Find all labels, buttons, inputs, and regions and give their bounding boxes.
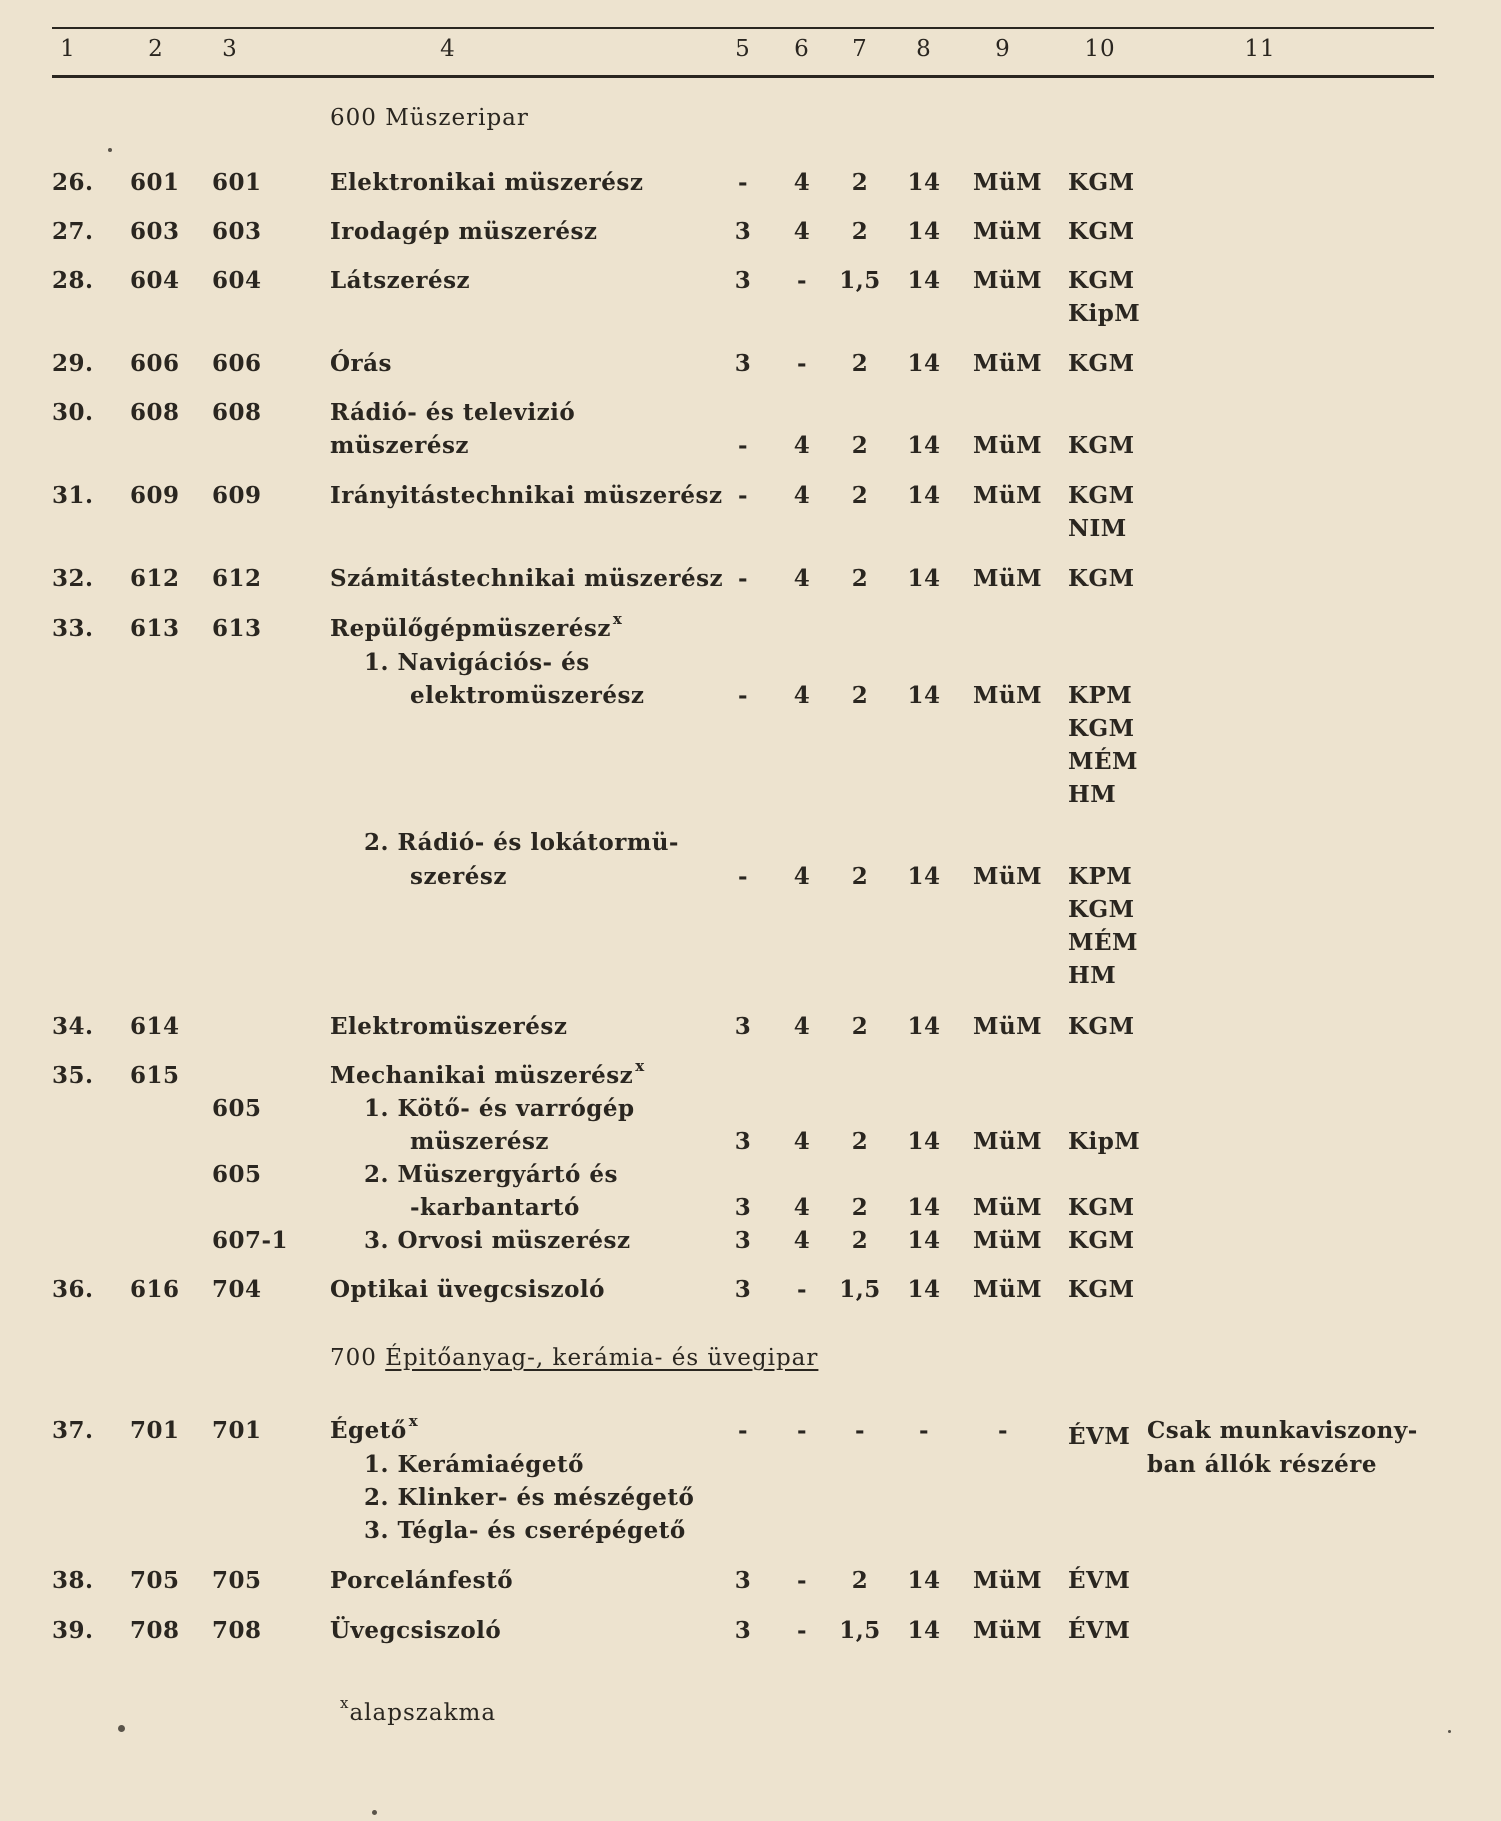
row-39-col8: 14 bbox=[907, 1617, 941, 1644]
row-39-col7: 1,5 bbox=[839, 1617, 881, 1644]
row-35-sub2-col8: 14 bbox=[907, 1194, 941, 1221]
row-36-number: 36. bbox=[52, 1276, 94, 1303]
row-37-sub2: 2. Klinker- és mészégető bbox=[364, 1484, 695, 1511]
row-34-col5: 3 bbox=[734, 1013, 752, 1040]
row-33-sub2-col7: 2 bbox=[851, 863, 869, 890]
row-30-col3: 608 bbox=[212, 399, 262, 426]
row-31-number: 31. bbox=[52, 482, 94, 509]
row-37-col10: ÉVM bbox=[1068, 1423, 1131, 1450]
row-28-col2: 604 bbox=[130, 267, 180, 294]
row-33-sub2-col10-0: KPM bbox=[1068, 863, 1133, 890]
row-27-col9: MüM bbox=[973, 218, 1043, 245]
row-26-col7: 2 bbox=[851, 169, 869, 196]
row-35-sub3-name: 3. Orvosi müszerész bbox=[364, 1227, 631, 1254]
scan-speck bbox=[372, 1810, 377, 1815]
row-35-name: Mechanikai müszerész $^x$ bbox=[330, 1057, 645, 1089]
row-31-col8: 14 bbox=[907, 482, 941, 509]
row-30-col9: MüM bbox=[973, 432, 1043, 459]
row-36-name: Optikai üvegcsiszoló bbox=[330, 1276, 605, 1303]
footnote-mark: x bbox=[635, 1057, 645, 1075]
row-39-col5: 3 bbox=[734, 1617, 752, 1644]
row-31-col10: KGM bbox=[1068, 482, 1135, 509]
table-rule bbox=[52, 27, 1434, 29]
row-35-sub2-col10: KGM bbox=[1068, 1194, 1135, 1221]
row-32-col8: 14 bbox=[907, 565, 941, 592]
row-32-col6: 4 bbox=[793, 565, 811, 592]
row-39-col9: MüM bbox=[973, 1617, 1043, 1644]
row-36-col3: 704 bbox=[212, 1276, 262, 1303]
row-31-name: Irányitástechnikai müszerész bbox=[330, 482, 723, 509]
row-35-sub1-name-cont: müszerész bbox=[410, 1128, 549, 1155]
row-31-col10-cont: NIM bbox=[1068, 515, 1127, 542]
scan-speck bbox=[118, 1725, 125, 1732]
row-35-sub1-name: 1. Kötő- és varrógép bbox=[364, 1095, 635, 1122]
row-28-col10-cont: KipM bbox=[1068, 300, 1141, 327]
row-35-sub2-col5: 3 bbox=[734, 1194, 752, 1221]
row-32-name: Számitástechnikai müszerész bbox=[330, 565, 724, 592]
column-header-3: 3 bbox=[222, 36, 238, 62]
row-35-sub1-col10: KipM bbox=[1068, 1128, 1141, 1155]
row-27-number: 27. bbox=[52, 218, 94, 245]
scan-speck bbox=[108, 148, 112, 152]
row-38-col5: 3 bbox=[734, 1567, 752, 1594]
row-34-col10: KGM bbox=[1068, 1013, 1135, 1040]
row-33-sub2-name: 2. Rádió- és lokátormü- bbox=[364, 829, 679, 856]
row-30-col8: 14 bbox=[907, 432, 941, 459]
row-35-sub3-col6: 4 bbox=[793, 1227, 811, 1254]
row-30-col10: KGM bbox=[1068, 432, 1135, 459]
row-30-number: 30. bbox=[52, 399, 94, 426]
row-29-col3: 606 bbox=[212, 350, 262, 377]
row-37-col8: - bbox=[918, 1417, 930, 1444]
row-29-name: Órás bbox=[330, 350, 393, 377]
row-26-number: 26. bbox=[52, 169, 94, 196]
row-27-col2: 603 bbox=[130, 218, 180, 245]
row-29-number: 29. bbox=[52, 350, 94, 377]
column-header-8: 8 bbox=[916, 36, 932, 62]
column-header-4: 4 bbox=[440, 36, 456, 62]
section-heading-600: 600 Müszeripar bbox=[330, 105, 529, 131]
row-31-col6: 4 bbox=[793, 482, 811, 509]
row-32-col9: MüM bbox=[973, 565, 1043, 592]
row-26-col2: 601 bbox=[130, 169, 180, 196]
row-35-sub3-col3: 607-1 bbox=[212, 1227, 289, 1254]
row-38-name: Porcelánfestő bbox=[330, 1567, 514, 1594]
row-33-sub1-col6: 4 bbox=[793, 682, 811, 709]
row-38-col7: 2 bbox=[851, 1567, 869, 1594]
row-37-col11: Csak munkaviszony- bbox=[1147, 1417, 1418, 1444]
row-35-sub3-col7: 2 bbox=[851, 1227, 869, 1254]
row-29-col2: 606 bbox=[130, 350, 180, 377]
row-29-col10: KGM bbox=[1068, 350, 1135, 377]
row-35-sub3-col8: 14 bbox=[907, 1227, 941, 1254]
row-39-number: 39. bbox=[52, 1617, 94, 1644]
scan-speck bbox=[1448, 1730, 1451, 1733]
row-35-sub2-col6: 4 bbox=[793, 1194, 811, 1221]
row-33-col2: 613 bbox=[130, 615, 180, 642]
row-30-col7: 2 bbox=[851, 432, 869, 459]
footnote-mark: x bbox=[340, 1694, 350, 1712]
row-28-col3: 604 bbox=[212, 267, 262, 294]
row-38-col8: 14 bbox=[907, 1567, 941, 1594]
row-33-sub1-col9: MüM bbox=[973, 682, 1043, 709]
row-28-col5: 3 bbox=[734, 267, 752, 294]
row-28-number: 28. bbox=[52, 267, 94, 294]
row-31-col5: - bbox=[737, 482, 749, 509]
row-38-number: 38. bbox=[52, 1567, 94, 1594]
column-header-10: 10 bbox=[1084, 36, 1116, 62]
row-33-sub1-col10-0: KPM bbox=[1068, 682, 1133, 709]
row-26-col9: MüM bbox=[973, 169, 1043, 196]
section-heading-700: 700 Épitőanyag-, kerámia- és üvegipar bbox=[330, 1345, 819, 1371]
row-29-col9: MüM bbox=[973, 350, 1043, 377]
row-39-col10: ÉVM bbox=[1068, 1617, 1131, 1644]
row-33-sub2-col10-2: MÉM bbox=[1068, 929, 1138, 956]
row-35-sub1-col8: 14 bbox=[907, 1128, 941, 1155]
row-27-col10: KGM bbox=[1068, 218, 1135, 245]
row-28-col10: KGM bbox=[1068, 267, 1135, 294]
section-heading-700-title: Épitőanyag-, kerámia- és üvegipar bbox=[385, 1345, 819, 1371]
row-38-col6: - bbox=[796, 1567, 808, 1594]
row-33-sub2-col6: 4 bbox=[793, 863, 811, 890]
row-37-col9: - bbox=[997, 1417, 1009, 1444]
column-header-9: 9 bbox=[995, 36, 1011, 62]
row-35-sub2-col9: MüM bbox=[973, 1194, 1043, 1221]
row-26-col3: 601 bbox=[212, 169, 262, 196]
row-29-col5: 3 bbox=[734, 350, 752, 377]
row-38-col9: MüM bbox=[973, 1567, 1043, 1594]
row-31-col3: 609 bbox=[212, 482, 262, 509]
row-30-col2: 608 bbox=[130, 399, 180, 426]
row-37-col11-cont: ban állók részére bbox=[1147, 1451, 1378, 1478]
row-33-name: Repülőgépmüszerész $^x$ bbox=[330, 610, 623, 642]
row-30-col6: 4 bbox=[793, 432, 811, 459]
row-27-col8: 14 bbox=[907, 218, 941, 245]
row-39-col2: 708 bbox=[130, 1617, 180, 1644]
row-36-col9: MüM bbox=[973, 1276, 1043, 1303]
row-30-name-cont: müszerész bbox=[330, 432, 469, 459]
row-33-sub2-col10-3: HM bbox=[1068, 962, 1117, 989]
row-28-col9: MüM bbox=[973, 267, 1043, 294]
column-header-5: 5 bbox=[735, 36, 751, 62]
row-33-sub2-name-cont: szerész bbox=[410, 863, 507, 890]
row-33-sub2-col5: - bbox=[737, 863, 749, 890]
row-37-col7: - bbox=[854, 1417, 866, 1444]
row-35-number: 35. bbox=[52, 1062, 94, 1089]
row-28-col7: 1,5 bbox=[839, 267, 881, 294]
row-32-col10: KGM bbox=[1068, 565, 1135, 592]
row-33-col3: 613 bbox=[212, 615, 262, 642]
row-31-col2: 609 bbox=[130, 482, 180, 509]
row-27-col7: 2 bbox=[851, 218, 869, 245]
row-26-name: Elektronikai müszerész bbox=[330, 169, 644, 196]
row-35-sub2-name: 2. Müszergyártó és bbox=[364, 1161, 618, 1188]
row-33-sub1-col7: 2 bbox=[851, 682, 869, 709]
row-36-col2: 616 bbox=[130, 1276, 180, 1303]
row-33-sub2-col9: MüM bbox=[973, 863, 1043, 890]
row-36-col6: - bbox=[796, 1276, 808, 1303]
row-34-col9: MüM bbox=[973, 1013, 1043, 1040]
row-35-sub1-col3: 605 bbox=[212, 1095, 262, 1122]
row-37-col2: 701 bbox=[130, 1417, 180, 1444]
row-38-col3: 705 bbox=[212, 1567, 262, 1594]
column-header-2: 2 bbox=[148, 36, 164, 62]
row-26-col8: 14 bbox=[907, 169, 941, 196]
row-33-sub2-col10-1: KGM bbox=[1068, 896, 1135, 923]
row-37-col5: - bbox=[737, 1417, 749, 1444]
column-header-7: 7 bbox=[852, 36, 868, 62]
row-33-sub1-col8: 14 bbox=[907, 682, 941, 709]
row-27-col6: 4 bbox=[793, 218, 811, 245]
row-27-col3: 603 bbox=[212, 218, 262, 245]
row-34-col6: 4 bbox=[793, 1013, 811, 1040]
row-33-sub1-col10-1: KGM bbox=[1068, 715, 1135, 742]
row-34-col2: 614 bbox=[130, 1013, 180, 1040]
row-27-col5: 3 bbox=[734, 218, 752, 245]
row-35-sub3-col10: KGM bbox=[1068, 1227, 1135, 1254]
row-34-number: 34. bbox=[52, 1013, 94, 1040]
row-31-col7: 2 bbox=[851, 482, 869, 509]
row-36-col10: KGM bbox=[1068, 1276, 1135, 1303]
row-32-col3: 612 bbox=[212, 565, 262, 592]
row-37-name: Égető $^x$ bbox=[330, 1412, 419, 1444]
row-36-col8: 14 bbox=[907, 1276, 941, 1303]
row-28-col8: 14 bbox=[907, 267, 941, 294]
row-35-sub1-col6: 4 bbox=[793, 1128, 811, 1155]
row-33-sub1-name-cont: elektromüszerész bbox=[410, 682, 645, 709]
row-28-name: Látszerész bbox=[330, 267, 471, 294]
row-32-number: 32. bbox=[52, 565, 94, 592]
row-29-col8: 14 bbox=[907, 350, 941, 377]
row-36-col5: 3 bbox=[734, 1276, 752, 1303]
row-33-sub2-col8: 14 bbox=[907, 863, 941, 890]
row-38-col2: 705 bbox=[130, 1567, 180, 1594]
row-29-col6: - bbox=[796, 350, 808, 377]
footnote-mark: x bbox=[408, 1412, 419, 1430]
row-34-col8: 14 bbox=[907, 1013, 941, 1040]
table-rule bbox=[52, 75, 1434, 78]
row-32-col7: 2 bbox=[851, 565, 869, 592]
row-34-name: Elektromüszerész bbox=[330, 1013, 568, 1040]
row-31-col9: MüM bbox=[973, 482, 1043, 509]
row-35-sub3-col9: MüM bbox=[973, 1227, 1043, 1254]
row-33-sub1-col10-3: HM bbox=[1068, 781, 1117, 808]
row-33-sub1-col10-2: MÉM bbox=[1068, 748, 1138, 775]
row-37-col3: 701 bbox=[212, 1417, 262, 1444]
row-26-col5: - bbox=[737, 169, 749, 196]
row-38-col10: ÉVM bbox=[1068, 1567, 1131, 1594]
row-32-col5: - bbox=[737, 565, 749, 592]
row-37-number: 37. bbox=[52, 1417, 94, 1444]
row-37-sub3: 3. Tégla- és cserépégető bbox=[364, 1517, 686, 1544]
row-33-sub1-name: 1. Navigációs- és bbox=[364, 649, 590, 676]
row-28-col6: - bbox=[796, 267, 808, 294]
row-39-name: Üvegcsiszoló bbox=[330, 1617, 502, 1644]
row-37-sub1: 1. Kerámiaégető bbox=[364, 1451, 584, 1478]
row-35-sub2-col3: 605 bbox=[212, 1161, 262, 1188]
row-30-name: Rádió- és televizió bbox=[330, 399, 576, 426]
row-39-col3: 708 bbox=[212, 1617, 262, 1644]
column-header-1: 1 bbox=[60, 36, 76, 62]
row-35-sub3-col5: 3 bbox=[734, 1227, 752, 1254]
row-26-col10: KGM bbox=[1068, 169, 1135, 196]
row-35-sub1-col5: 3 bbox=[734, 1128, 752, 1155]
row-33-number: 33. bbox=[52, 615, 94, 642]
row-36-col7: 1,5 bbox=[839, 1276, 881, 1303]
column-header-6: 6 bbox=[794, 36, 810, 62]
row-37-col6: - bbox=[796, 1417, 808, 1444]
row-35-sub2-col7: 2 bbox=[851, 1194, 869, 1221]
row-35-sub1-col7: 2 bbox=[851, 1128, 869, 1155]
row-34-col7: 2 bbox=[851, 1013, 869, 1040]
footnote-mark: x bbox=[612, 610, 623, 628]
row-27-name: Irodagép müszerész bbox=[330, 218, 598, 245]
row-32-col2: 612 bbox=[130, 565, 180, 592]
row-35-sub2-name-cont: -karbantartó bbox=[410, 1194, 580, 1221]
column-header-11: 11 bbox=[1244, 36, 1276, 62]
row-39-col6: - bbox=[796, 1617, 808, 1644]
row-35-col2: 615 bbox=[130, 1062, 180, 1089]
row-35-sub1-col9: MüM bbox=[973, 1128, 1043, 1155]
row-26-col6: 4 bbox=[793, 169, 811, 196]
row-29-col7: 2 bbox=[851, 350, 869, 377]
row-30-col5: - bbox=[737, 432, 749, 459]
footnote: $^x$alapszakma bbox=[340, 1694, 497, 1726]
row-33-sub1-col5: - bbox=[737, 682, 749, 709]
